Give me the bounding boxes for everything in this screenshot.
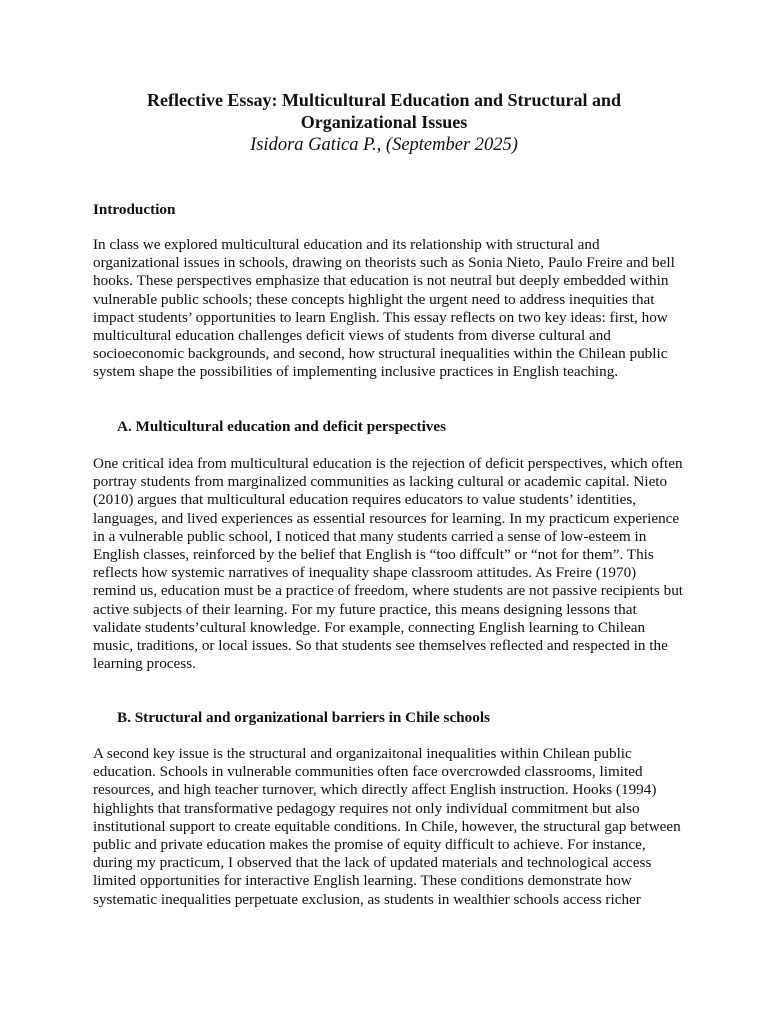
section-b-paragraph <box>93 745 683 909</box>
intro-paragraph <box>93 236 683 382</box>
section-b-heading: B. Structural and organizational barriers in Chile schools <box>117 709 490 726</box>
section-a-paragraph <box>93 455 683 673</box>
title-block <box>60 89 708 157</box>
intro-text: In class we explored multicultural education and its relationship with structural and organizational issues in schools, drawing on theorists such as Sonia Nieto, Paulo Freire and bell hooks. These perspectives emphasize that education is not neutral but deeply embedded within vulnerable public schools; these concepts highlight the urgent need to address inequities that impact students’ opportunities to learn English. This essay reflects on two key ideas: first, how multicultural education challenges deficit views of students from diverse cultural and socioeconomic backgrounds, and second, how structural inequalities within the Chilean public system shape the possibilities of implementing inclusive practices in English teaching. <box>93 236 675 381</box>
section-b-text: A second key issue is the structural and organizaitonal inequalities within Chilean public education. Schools in vulnerable communities often face overcrowded classrooms, limited resources, and high teacher turnover, which directly affect English instruction. Hooks (1994) highlights that transformative pedagogy requires not only individual commitment but also institutional support to create equitable conditions. In Chile, however, the structural gap between public and private education makes the promise of equity difficult to achieve. For instance, during my practicum, I observed that the lack of updated materials and technological access limited opportunities for interactive English learning. These conditions demonstrate how systematic inequalities perpetuate exclusion, as students in wealthier schools access richer <box>93 745 681 908</box>
intro-heading: Introduction <box>93 201 176 218</box>
section-a-text: One critical idea from multicultural education is the rejection of deficit perspectives, which often portray students from marginalized communities as lacking cultural or academic capital. Nieto (2010) argues that multicultural education requires educators to value students’ identities, languages, and lived experiences as essential resources for learning. In my practicum experience in a vulnerable public school, I noticed that many students carried a sense of low-esteem in English classes, reinforced by the belief that English is “too diffcult” or “not for them”. This reflects how systemic narratives of inequality shape classroom attitudes. As Freire (1970) remind us, education must be a practice of freedom, where students are not passive recipients but active subjects of their learning. For my future practice, this means designing lessons that validate students’cultural knowledge. For example, connecting English learning to Chilean music, traditions, or local issues. So that students see themselves reflected and respected in the learning process. <box>93 455 684 673</box>
author-date: Isidora Gatica P., (September 2025) <box>250 135 518 155</box>
section-a-heading: A. Multicultural education and deficit perspectives <box>117 418 447 435</box>
essay-title-line-1: Reflective Essay: Multicultural Education and Structural and <box>146 90 621 110</box>
essay-title-line-2: Organizational Issues <box>300 112 468 132</box>
